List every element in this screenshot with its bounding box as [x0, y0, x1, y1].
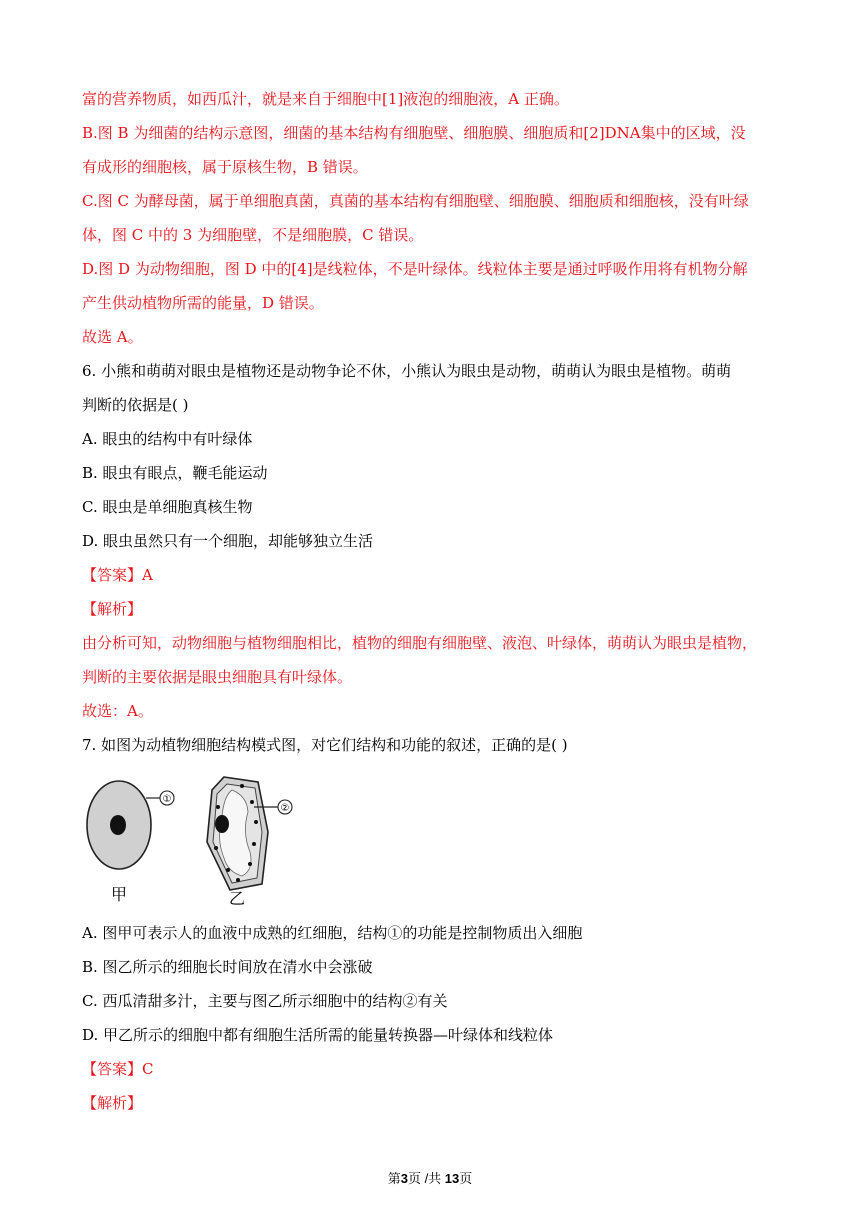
- question-7-answer: 【答案】C: [82, 1060, 154, 1078]
- question-6-stem-cont: 判断的依据是( ): [82, 396, 189, 414]
- animal-cell-diagram: [87, 781, 174, 904]
- text-line: 富的营养物质，如西瓜汁，就是来自于细胞中[1]液泡的细胞液，A 正确。: [82, 90, 569, 108]
- question-6-analysis: 由分析可知，动物细胞与植物细胞相比，植物的细胞有细胞壁、液泡、叶绿体，萌萌认为眼虫是植物，: [82, 634, 758, 652]
- footer-prefix: 第: [387, 1171, 401, 1186]
- question-7-analysis-heading: 【解析】: [82, 1094, 143, 1112]
- question-6-option-a: A. 眼虫的结构中有叶绿体: [82, 430, 253, 448]
- label-1: ①: [162, 794, 172, 805]
- total-page-number: 13: [444, 1171, 460, 1186]
- text-line: 产生供动植物所需的能量，D 错误。: [82, 294, 324, 312]
- text-line: D.图 D 为动物细胞，图 D 中的[4]是线粒体，不是叶绿体。线粒体主要是通过呼吸作用将有机物分解: [82, 260, 748, 278]
- question-7-option-d: D. 甲乙所示的细胞中都有细胞生活所需的能量转换器—叶绿体和线粒体: [82, 1026, 554, 1044]
- question-6-option-c: C. 眼虫是单细胞真核生物: [82, 498, 253, 516]
- question-6-stem: 6. 小熊和萌萌对眼虫是植物还是动物争论不休，小熊认为眼虫是动物，萌萌认为眼虫是植物。萌萌: [82, 362, 732, 380]
- question-7-option-c: C. 西瓜清甜多汁，主要与图乙所示细胞中的结构②有关: [82, 992, 448, 1010]
- page-footer: [0, 1168, 860, 1187]
- current-page-number: 3: [400, 1171, 408, 1186]
- caption-yi: 乙: [228, 889, 246, 908]
- question-6-analysis-cont: 判断的主要依据是眼虫细胞具有叶绿体。: [82, 668, 353, 686]
- question-6-analysis-heading: 【解析】: [82, 600, 143, 618]
- question-6-option-d: D. 眼虫虽然只有一个细胞，却能够独立生活: [82, 532, 374, 550]
- text-line: B.图 B 为细菌的结构示意图，细菌的基本结构有细胞壁、细胞膜、细胞质和[2]DNA集中的区域，没: [82, 124, 746, 142]
- text-line: 有成形的细胞核，属于原核生物，B 错误。: [82, 158, 368, 176]
- label-2: ②: [280, 803, 290, 814]
- text-line: 体，图 C 中的 3 为细胞壁，不是细胞膜，C 错误。: [82, 226, 424, 244]
- question-7-option-b: B. 图乙所示的细胞长时间放在清水中会涨破: [82, 958, 373, 976]
- plant-cell-diagram: [207, 777, 292, 908]
- question-6-answer: 【答案】A: [82, 566, 153, 584]
- footer-mid: 页 /共: [407, 1171, 445, 1186]
- question-7-option-a: A. 图甲可表示人的血液中成熟的红细胞，结构①的功能是控制物质出入细胞: [82, 924, 583, 942]
- footer-suffix: 页: [459, 1171, 473, 1186]
- cell-diagram-figure: [82, 772, 312, 912]
- text-line: 故选 A。: [82, 328, 143, 346]
- text-line: C.图 C 为酵母菌，属于单细胞真菌，真菌的基本结构有细胞壁、细胞膜、细胞质和细胞核，没有叶绿: [82, 192, 749, 210]
- question-6-option-b: B. 眼虫有眼点，鞭毛能运动: [82, 464, 268, 482]
- caption-jia: 甲: [110, 885, 128, 904]
- question-7-stem: 7. 如图为动植物细胞结构模式图，对它们结构和功能的叙述，正确的是( ): [82, 736, 568, 754]
- question-6-conclusion: 故选：A。: [82, 702, 153, 720]
